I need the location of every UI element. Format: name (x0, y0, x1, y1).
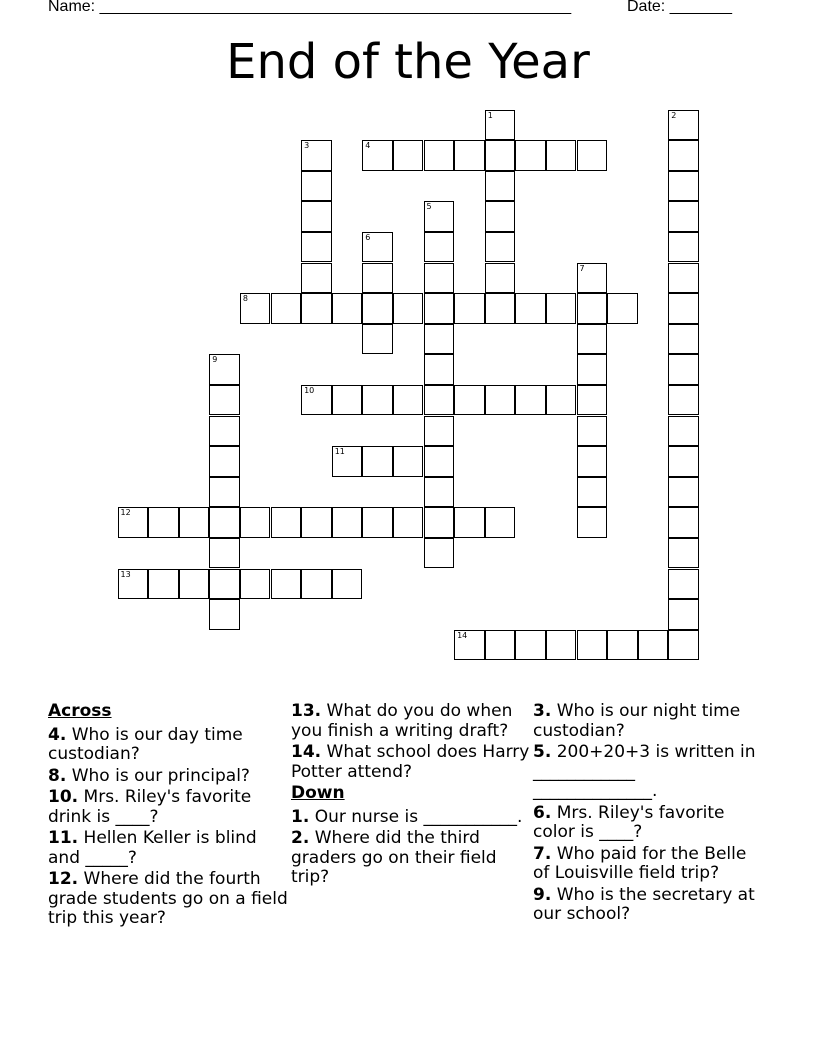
clue-down-3: 3. Who is our night time custodian? (533, 701, 741, 741)
clue-down-5: 5. 200+20+3 is written in ____________ ______________. (533, 742, 756, 801)
grid-cell[interactable] (668, 171, 699, 202)
grid-cell[interactable] (271, 507, 302, 538)
grid-cell[interactable] (577, 477, 608, 508)
grid-cell[interactable] (454, 140, 485, 171)
grid-cell[interactable] (209, 416, 240, 447)
grid-cell[interactable] (179, 507, 210, 538)
grid-cell[interactable] (393, 385, 424, 416)
grid-cell[interactable] (362, 263, 393, 294)
clue-across-11: 11. Hellen Keller is blind and _____? (48, 828, 257, 868)
grid-cell[interactable] (118, 507, 149, 538)
clue-across-13: 13. What do you do when you finish a writing draft? (291, 701, 513, 741)
grid-cell[interactable] (301, 201, 332, 232)
grid-cell[interactable] (301, 569, 332, 600)
grid-cell[interactable] (546, 385, 577, 416)
grid-cell[interactable] (485, 232, 516, 263)
grid-cell[interactable] (454, 293, 485, 324)
grid-cell[interactable] (332, 385, 363, 416)
grid-cell[interactable] (607, 293, 638, 324)
grid-cell[interactable] (485, 110, 516, 141)
grid-cell[interactable] (209, 507, 240, 538)
clue-number: 5 (426, 202, 432, 212)
grid-cell[interactable] (240, 507, 271, 538)
grid-cell[interactable] (668, 263, 699, 294)
date-label: Date: (627, 0, 666, 15)
grid-cell[interactable] (577, 293, 608, 324)
grid-cell[interactable] (454, 630, 485, 661)
grid-cell[interactable] (148, 507, 179, 538)
clue-down-2: 2. Where did the third graders go on their field trip? (291, 828, 497, 887)
grid-cell[interactable] (668, 507, 699, 538)
grid-cell[interactable] (454, 507, 485, 538)
grid-cell[interactable] (424, 263, 455, 294)
grid-cell[interactable] (362, 140, 393, 171)
clue-number: 13 (120, 569, 131, 579)
grid-cell[interactable] (515, 293, 546, 324)
grid-cell[interactable] (668, 538, 699, 569)
clue-across-12: 12. Where did the fourth grade students go on a field trip this year? (48, 869, 288, 928)
grid-cell[interactable] (668, 324, 699, 355)
grid-cell[interactable] (485, 385, 516, 416)
grid-cell[interactable] (332, 507, 363, 538)
grid-cell[interactable] (209, 538, 240, 569)
grid-cell[interactable] (668, 599, 699, 630)
grid-cell[interactable] (546, 293, 577, 324)
grid-cell[interactable] (362, 293, 393, 324)
grid-cell[interactable] (668, 232, 699, 263)
grid-cell[interactable] (577, 446, 608, 477)
clue-across-4: 4. Who is our day time custodian? (48, 724, 243, 764)
clue-across-10: 10. Mrs. Riley's favorite drink is ____? (48, 787, 252, 827)
clue-number: 4 (365, 141, 371, 151)
grid-cell[interactable] (668, 140, 699, 171)
grid-cell[interactable] (240, 569, 271, 600)
grid-cell[interactable] (362, 507, 393, 538)
across-heading: Across (48, 701, 112, 721)
grid-cell[interactable] (209, 446, 240, 477)
grid-cell[interactable] (577, 263, 608, 294)
grid-cell[interactable] (393, 140, 424, 171)
name-label: Name: (48, 0, 96, 15)
grid-cell[interactable] (209, 569, 240, 600)
grid-cell[interactable] (424, 293, 455, 324)
grid-cell[interactable] (118, 569, 149, 600)
grid-cell[interactable] (424, 416, 455, 447)
grid-cell[interactable] (485, 507, 516, 538)
clue-down-7: 7. Who paid for the Belle of Louisville field trip? (533, 843, 747, 883)
clue-number: 9 (212, 355, 218, 365)
clue-column-1 (48, 702, 288, 931)
grid-cell[interactable] (638, 630, 669, 661)
grid-cell[interactable] (546, 630, 577, 661)
grid-cell[interactable] (424, 385, 455, 416)
grid-cell[interactable] (515, 140, 546, 171)
grid-cell[interactable] (301, 171, 332, 202)
grid-cell[interactable] (362, 232, 393, 263)
clue-across-8: 8. Who is our principal? (48, 765, 250, 786)
grid-cell[interactable] (485, 171, 516, 202)
grid-cell[interactable] (668, 416, 699, 447)
grid-cell[interactable] (271, 293, 302, 324)
clue-down-1: 1. Our nurse is ___________. (291, 806, 523, 827)
clue-column-3 (533, 702, 763, 927)
grid-cell[interactable] (393, 507, 424, 538)
grid-cell[interactable] (332, 569, 363, 600)
clue-number: 11 (334, 447, 345, 457)
grid-cell[interactable] (271, 569, 302, 600)
grid-cell[interactable] (668, 477, 699, 508)
grid-cell[interactable] (485, 263, 516, 294)
clue-across-14: 14. What school does Harry Potter attend? (291, 742, 530, 782)
grid-cell[interactable] (332, 446, 363, 477)
grid-cell[interactable] (424, 354, 455, 385)
clue-number: 10 (304, 385, 315, 395)
clue-down-6: 6. Mrs. Riley's favorite color is ____? (533, 802, 725, 842)
clue-number: 8 (242, 294, 248, 304)
grid-cell[interactable] (577, 416, 608, 447)
grid-cell[interactable] (485, 140, 516, 171)
grid-cell[interactable] (209, 385, 240, 416)
clue-number: 1 (487, 110, 493, 120)
grid-cell[interactable] (424, 446, 455, 477)
grid-cell[interactable] (424, 507, 455, 538)
grid-cell[interactable] (362, 324, 393, 355)
grid-cell[interactable] (485, 630, 516, 661)
grid-cell[interactable] (668, 201, 699, 232)
grid-cell[interactable] (577, 630, 608, 661)
grid-cell[interactable] (577, 507, 608, 538)
clue-number: 7 (579, 263, 585, 273)
grid-cell[interactable] (668, 385, 699, 416)
grid-cell[interactable] (301, 232, 332, 263)
grid-cell[interactable] (240, 293, 271, 324)
grid-cell[interactable] (301, 263, 332, 294)
clue-number: 12 (120, 508, 131, 518)
grid-cell[interactable] (424, 232, 455, 263)
grid-cell[interactable] (424, 201, 455, 232)
grid-cell[interactable] (362, 385, 393, 416)
grid-cell[interactable] (577, 140, 608, 171)
grid-cell[interactable] (607, 630, 638, 661)
date-line[interactable]: _______ (669, 0, 732, 15)
grid-cell[interactable] (301, 385, 332, 416)
clue-number: 2 (671, 110, 677, 120)
grid-cell[interactable] (668, 630, 699, 661)
grid-cell[interactable] (209, 599, 240, 630)
down-heading: Down (291, 783, 345, 803)
grid-cell[interactable] (454, 385, 485, 416)
grid-cell[interactable] (485, 293, 516, 324)
grid-cell[interactable] (485, 201, 516, 232)
grid-cell[interactable] (668, 569, 699, 600)
grid-cell[interactable] (301, 293, 332, 324)
clue-down-8: 9. Who is the secretary at our school? (533, 884, 755, 924)
grid-cell[interactable] (577, 324, 608, 355)
grid-cell[interactable] (668, 446, 699, 477)
grid-cell[interactable] (424, 140, 455, 171)
grid-cell[interactable] (301, 507, 332, 538)
grid-cell[interactable] (515, 385, 546, 416)
grid-cell[interactable] (332, 293, 363, 324)
grid-cell[interactable] (577, 385, 608, 416)
grid-cell[interactable] (362, 446, 393, 477)
grid-cell[interactable] (424, 538, 455, 569)
clue-column-2 (291, 702, 531, 890)
clue-number: 6 (365, 232, 371, 242)
page-title: End of the Year (226, 34, 590, 90)
grid-cell[interactable] (577, 354, 608, 385)
grid-cell[interactable] (148, 569, 179, 600)
grid-cell[interactable] (668, 293, 699, 324)
grid-cell[interactable] (424, 477, 455, 508)
grid-cell[interactable] (424, 324, 455, 355)
name-line[interactable]: _____________________________________________________ (99, 0, 572, 15)
grid-cell[interactable] (546, 140, 577, 171)
grid-cell[interactable] (393, 293, 424, 324)
grid-cell[interactable] (668, 354, 699, 385)
grid-cell[interactable] (209, 354, 240, 385)
clue-number: 14 (457, 630, 468, 640)
grid-cell[interactable] (515, 630, 546, 661)
grid-cell[interactable] (209, 477, 240, 508)
grid-cell[interactable] (301, 140, 332, 171)
grid-cell[interactable] (179, 569, 210, 600)
grid-cell[interactable] (393, 446, 424, 477)
grid-cell[interactable] (668, 110, 699, 141)
clue-number: 3 (304, 141, 310, 151)
